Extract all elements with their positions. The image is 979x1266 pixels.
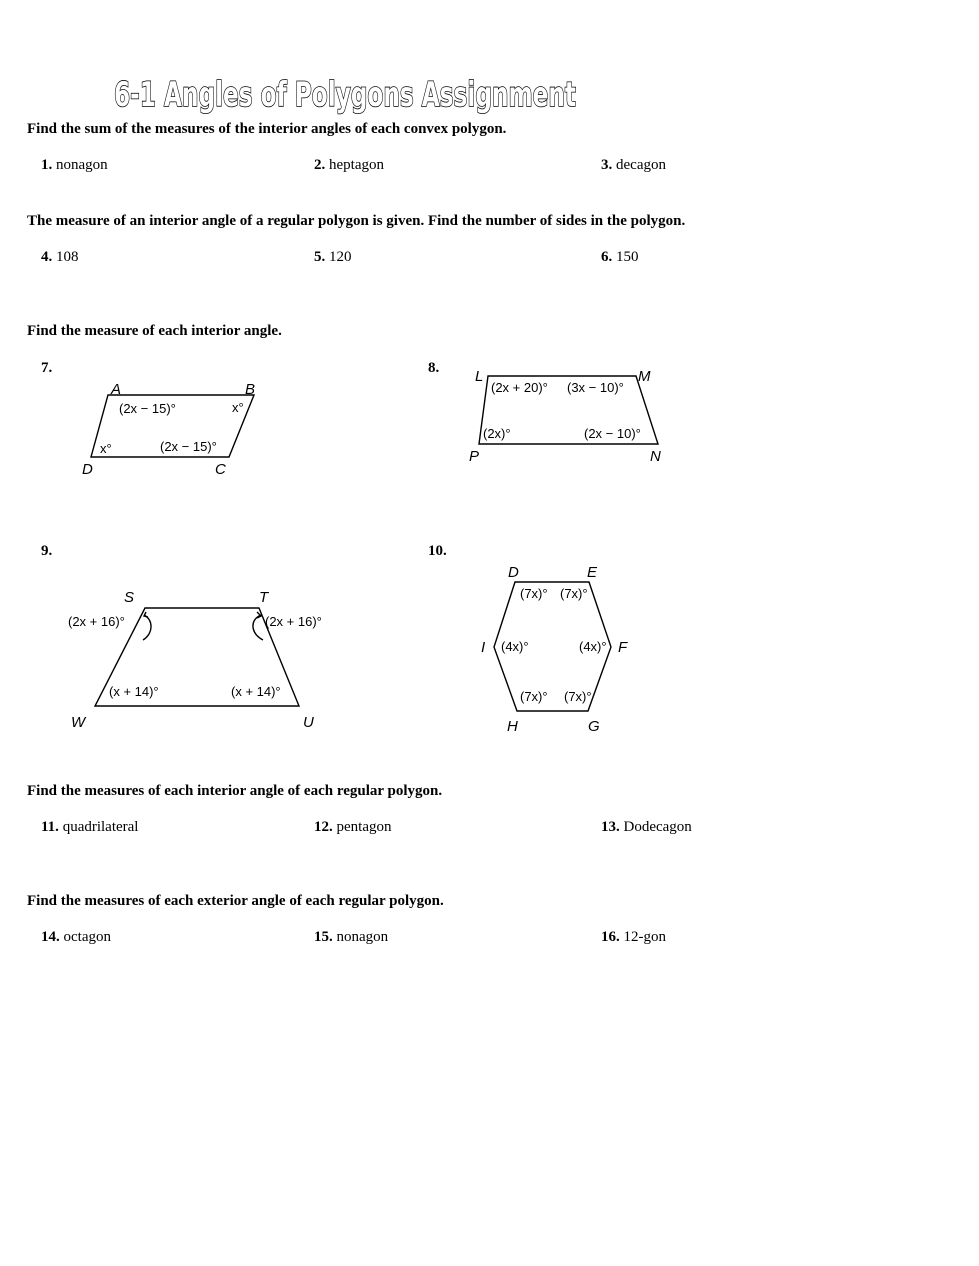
problem-2 xyxy=(314,157,384,174)
problem-16 xyxy=(601,929,666,946)
angle-label-m: (3x − 10)° xyxy=(567,380,624,395)
problem-text: 12-gon xyxy=(623,929,666,945)
angle-label-c: (2x − 15)° xyxy=(160,439,217,454)
angle-label-l: (2x + 20)° xyxy=(491,380,548,395)
vertex-label-f: F xyxy=(618,639,628,656)
angle-label-e: (7x)° xyxy=(560,586,588,601)
vertex-label-n: N xyxy=(650,448,661,465)
instruction-regular-exterior: Find the measures of each exterior angle of each regular polygon. xyxy=(27,893,444,909)
worksheet-title xyxy=(112,68,582,116)
figure-9-trapezoid xyxy=(64,584,339,734)
problem-6 xyxy=(601,249,639,266)
problem-text: decagon xyxy=(616,157,666,173)
angle-label-h: (7x)° xyxy=(520,689,548,704)
angle-label-t: (2x + 16)° xyxy=(265,614,322,629)
problem-text: quadrilateral xyxy=(62,819,139,835)
angle-label-d: x° xyxy=(100,441,112,456)
problem-text: nonagon xyxy=(336,929,389,945)
figure-7-parallelogram xyxy=(78,378,273,478)
vertex-label-g: G xyxy=(588,718,600,735)
problem-14 xyxy=(41,929,111,946)
problem-text: 150 xyxy=(616,249,639,265)
vertex-label-d: D xyxy=(82,461,93,478)
problem-4 xyxy=(41,249,79,266)
problem-number: 12. xyxy=(314,819,333,835)
angle-label-a: (2x − 15)° xyxy=(119,401,176,416)
angle-label-u: (x + 14)° xyxy=(231,684,281,699)
problem-number: 11. xyxy=(41,819,59,835)
angle-label-b: x° xyxy=(232,400,244,415)
angle-label-p: (2x)° xyxy=(483,426,511,441)
vertex-label-s: S xyxy=(124,589,135,606)
problem-13 xyxy=(601,819,692,836)
problem-number: 13. xyxy=(601,819,620,835)
instruction-interior-sum: Find the sum of the measures of the interior angles of each convex polygon. xyxy=(27,121,507,137)
vertex-label-u: U xyxy=(303,714,314,731)
problem-number: 6. xyxy=(601,249,613,265)
problem-text: 108 xyxy=(56,249,79,265)
problem-text: Dodecagon xyxy=(623,819,692,835)
problem-number: 1. xyxy=(41,157,53,173)
angle-label-w: (x + 14)° xyxy=(109,684,159,699)
problem-number: 3. xyxy=(601,157,613,173)
vertex-label-e: E xyxy=(587,564,598,581)
problem-number: 16. xyxy=(601,929,620,945)
angle-arc-s xyxy=(143,615,151,640)
angle-label-d: (7x)° xyxy=(520,586,548,601)
angle-label-f: (4x)° xyxy=(579,639,607,654)
problem-5 xyxy=(314,249,352,266)
vertex-label-t: T xyxy=(259,589,269,606)
problem-8-number: 8. xyxy=(428,360,440,376)
vertex-label-i: I xyxy=(481,639,486,656)
vertex-label-h: H xyxy=(507,718,518,735)
problem-11 xyxy=(41,819,138,836)
problem-number: 2. xyxy=(314,157,326,173)
instruction-number-of-sides: The measure of an interior angle of a regular polygon is given. Find the number of sides in the polygon. xyxy=(27,213,686,229)
vertex-label-d: D xyxy=(508,564,519,581)
problem-7-number: 7. xyxy=(41,360,53,376)
vertex-label-w: W xyxy=(71,714,86,731)
problem-number: 4. xyxy=(41,249,53,265)
problem-number: 14. xyxy=(41,929,60,945)
problem-12 xyxy=(314,819,391,836)
problem-number: 15. xyxy=(314,929,333,945)
problem-number: 5. xyxy=(314,249,326,265)
problem-10-number: 10. xyxy=(428,543,447,559)
problem-text: octagon xyxy=(63,929,111,945)
vertex-label-p: P xyxy=(469,448,480,465)
figure-10-hexagon xyxy=(478,560,638,740)
angle-arrow-s xyxy=(144,612,148,617)
angle-label-s: (2x + 16)° xyxy=(68,614,125,629)
angle-label-n: (2x − 10)° xyxy=(584,426,641,441)
angle-arc-t xyxy=(253,615,263,640)
instruction-regular-interior: Find the measures of each interior angle of each regular polygon. xyxy=(27,783,443,799)
vertex-label-m: M xyxy=(638,368,651,385)
instruction-interior-angle: Find the measure of each interior angle. xyxy=(27,323,282,339)
problem-text: nonagon xyxy=(56,157,108,173)
vertex-label-a: A xyxy=(111,381,122,398)
angle-label-i: (4x)° xyxy=(501,639,529,654)
problem-15 xyxy=(314,929,388,946)
problem-text: 120 xyxy=(329,249,352,265)
vertex-label-c: C xyxy=(215,461,226,478)
title-text: 6-1 Angles of Polygons Assignment xyxy=(114,75,576,115)
problem-3 xyxy=(601,157,666,174)
problem-9-number: 9. xyxy=(41,543,53,559)
problem-1 xyxy=(41,157,108,174)
problem-text: pentagon xyxy=(336,819,392,835)
vertex-label-l: L xyxy=(475,368,484,385)
angle-label-g: (7x)° xyxy=(564,689,592,704)
figure-8-trapezoid xyxy=(466,364,671,464)
problem-text: heptagon xyxy=(329,157,384,173)
vertex-label-b: B xyxy=(245,381,256,398)
